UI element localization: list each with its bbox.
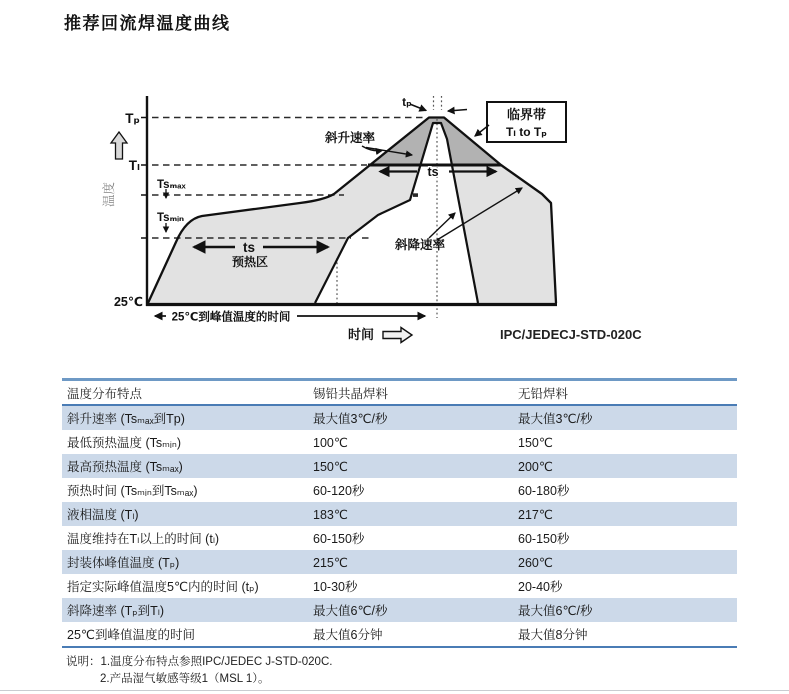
snpb-cell: 215℃ bbox=[313, 555, 348, 570]
tp-arrows bbox=[411, 105, 467, 112]
pbfree-cell: 260℃ bbox=[518, 555, 553, 570]
up-arrow-icon bbox=[111, 132, 127, 159]
snpb-cell: 183℃ bbox=[313, 507, 348, 522]
feature-cell: 25℃到峰值温度的时间 bbox=[67, 628, 195, 642]
column-header-feature: 温度分布特点 bbox=[67, 386, 143, 401]
page-bottom-divider bbox=[0, 690, 789, 691]
table-row bbox=[62, 430, 737, 454]
snpb-cell: 10-30秒 bbox=[313, 580, 358, 594]
table-header-row bbox=[62, 378, 737, 406]
reflow-parameters-table bbox=[62, 378, 737, 648]
feature-cell: 斜升速率 (Tsₘₐₓ到Tp) bbox=[67, 412, 185, 426]
pbfree-cell: 150℃ bbox=[518, 435, 553, 450]
pbfree-cell: 20-40秒 bbox=[518, 580, 563, 594]
pbfree-cell: 最大值3℃/秒 bbox=[518, 412, 593, 426]
table-row bbox=[62, 526, 737, 550]
critical-zone-title: 临界带 bbox=[506, 107, 547, 122]
column-header-pbfree: 无铅焊料 bbox=[518, 386, 569, 401]
tsmin-axis-label: Tsₘᵢₙ bbox=[157, 212, 185, 224]
ramp-up-label: 斜升速率 bbox=[324, 131, 376, 145]
ts-liquidus-label: ts bbox=[427, 165, 439, 179]
feature-cell: 液相温度 (Tₗ) bbox=[67, 508, 139, 522]
footnote-line1: 说明：1.温度分布特点参照IPC/JEDEC J-STD-020C. bbox=[66, 656, 333, 668]
tsmax-axis-label: Tsₘₐₓ bbox=[157, 179, 186, 191]
feature-cell: 温度维持在Tₗ以上的时间 (tₗ) bbox=[67, 532, 220, 546]
origin-label: 25℃ bbox=[113, 295, 143, 309]
x-axis-label: 时间 bbox=[347, 327, 375, 342]
pbfree-cell: 60-180秒 bbox=[518, 484, 570, 498]
snpb-cell: 60-120秒 bbox=[313, 484, 365, 498]
snpb-cell: 100℃ bbox=[313, 435, 348, 450]
table-row bbox=[62, 598, 737, 622]
pbfree-cell: 200℃ bbox=[518, 459, 553, 474]
snpb-cell: 最大值3℃/秒 bbox=[313, 412, 388, 426]
feature-cell: 最低预热温度 (Tsₘᵢₙ) bbox=[67, 436, 182, 450]
time-to-peak-label: 25℃到峰值温度的时间 bbox=[171, 311, 291, 324]
ramp-down-label: 斜降速率 bbox=[394, 238, 446, 252]
feature-cell: 最高预热温度 (Tsₘₐₓ) bbox=[67, 460, 183, 474]
feature-cell: 斜降速率 (Tₚ到Tₗ) bbox=[67, 604, 164, 618]
standard-reference-label: IPC/JEDECJ-STD-020C bbox=[500, 327, 642, 342]
table-row bbox=[62, 454, 737, 478]
critical-zone-range: Tₗ to Tₚ bbox=[505, 125, 548, 139]
page-title: 推荐回流焊温度曲线 bbox=[64, 14, 231, 33]
table-row bbox=[62, 406, 737, 430]
pbfree-cell: 最大值8分钟 bbox=[518, 628, 588, 642]
pbfree-cell: 60-150秒 bbox=[518, 532, 570, 546]
tp-axis-label: Tₚ bbox=[125, 111, 140, 126]
tl-axis-label: Tₗ bbox=[128, 158, 140, 173]
table-row bbox=[62, 574, 737, 598]
tp-time-label: tₚ bbox=[402, 95, 412, 109]
footnotes bbox=[66, 654, 332, 688]
feature-cell: 预热时间 (Tsₘᵢₙ到Tsₘₐₓ) bbox=[67, 484, 198, 498]
table-row bbox=[62, 502, 737, 526]
table-row bbox=[62, 622, 737, 646]
y-axis-label: 温度 bbox=[102, 181, 116, 207]
feature-cell: 封装体峰值温度 (Tₚ) bbox=[67, 556, 180, 570]
pbfree-cell: 217℃ bbox=[518, 507, 553, 522]
time-right-arrow-icon bbox=[383, 328, 412, 343]
snpb-cell: 最大值6℃/秒 bbox=[313, 604, 388, 618]
tsmax-dash-dot bbox=[413, 193, 418, 197]
feature-cell: 指定实际峰值温度5℃内的时间 (tₚ) bbox=[67, 580, 259, 594]
snpb-cell: 最大值6分钟 bbox=[313, 628, 383, 642]
snpb-cell: 60-150秒 bbox=[313, 532, 365, 546]
preheat-zone-label: 预热区 bbox=[231, 255, 269, 269]
table-row bbox=[62, 478, 737, 502]
ts-preheat-label: ts bbox=[242, 240, 256, 255]
table-row bbox=[62, 550, 737, 574]
pbfree-cell: 最大值6℃/秒 bbox=[518, 604, 593, 618]
footnote-line2: 2.产品湿气敏感等级1（MSL 1）。 bbox=[100, 673, 270, 685]
column-header-snpb: 锡铅共晶焊料 bbox=[313, 386, 389, 401]
table-body bbox=[62, 406, 737, 648]
snpb-cell: 150℃ bbox=[313, 459, 348, 474]
